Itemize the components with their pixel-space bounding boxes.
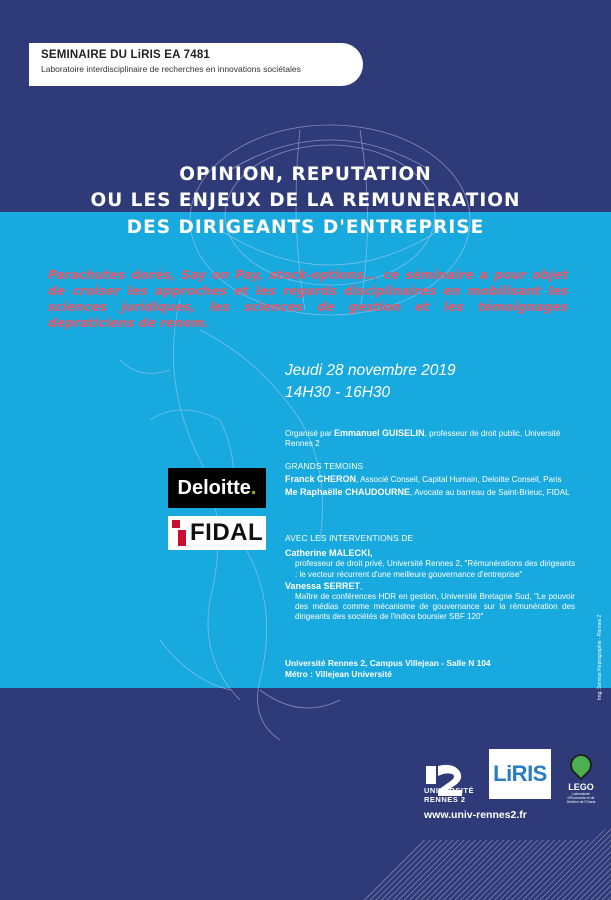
fidal-logo bbox=[168, 516, 266, 550]
location-pin-icon bbox=[565, 749, 596, 780]
speaker-item bbox=[285, 581, 575, 623]
main-title-line-2: OU LES ENJEUX DE LA REMUNERATION bbox=[90, 190, 521, 211]
seminar-title: SEMINAIRE DU LiRIS EA 7481 bbox=[41, 49, 211, 61]
organizer-role: , professeur de droit public, Université Rennes 2 bbox=[285, 429, 561, 449]
venue-block bbox=[285, 658, 491, 680]
speaker-item bbox=[285, 548, 575, 580]
rennes2-line2: RENNES 2 bbox=[424, 795, 466, 804]
deloitte-logo-dot: . bbox=[250, 476, 257, 499]
deloitte-logo-text: Deloitte bbox=[177, 476, 251, 499]
liris-logo bbox=[489, 749, 551, 799]
university-url[interactable]: www.univ-rennes2.fr bbox=[424, 809, 527, 821]
event-time: 14H30 - 16H30 bbox=[285, 384, 391, 401]
header-banner bbox=[29, 43, 363, 86]
witness-item bbox=[285, 487, 575, 498]
interventions-block bbox=[285, 533, 575, 623]
speaker-detail: professeur de droit privé, Université Rennes 2, "Rémunérations des dirigeants : le vecteur récurrent d'une meilleure gouvernance d'entreprise" bbox=[295, 559, 575, 579]
organizer-prefix: Organisé par bbox=[285, 429, 335, 438]
venue-metro: Métro : Villejean Université bbox=[285, 669, 392, 679]
speaker-sep: , bbox=[360, 581, 363, 591]
hatch-decoration bbox=[360, 825, 611, 900]
print-credit-text: Img. Service Reprographie - Rennes 2 bbox=[597, 614, 603, 700]
main-title-line-3: DES DIRIGEANTS D'ENTREPRISE bbox=[126, 217, 485, 238]
fidal-logo-text: FIDAL bbox=[190, 519, 264, 546]
rennes2-logo-text bbox=[424, 786, 474, 804]
event-date: Jeudi 28 novembre 2019 bbox=[285, 362, 456, 379]
witness-name: Me Raphaëlle CHAUDOURNE bbox=[285, 487, 411, 498]
speaker-name: Vanessa SERRET bbox=[285, 580, 361, 591]
interventions-heading: AVEC LES INTERVENTIONS DE bbox=[285, 533, 414, 543]
witness-role: , Avocate au barreau de Saint-Brieuc, FIDAL bbox=[410, 488, 570, 498]
organizer-name: Emmanuel GUISELIN bbox=[334, 428, 425, 438]
venue-address: Université Rennes 2, Campus Villejean - Salle N 104 bbox=[285, 658, 491, 668]
main-title-line-1: OPINION, REPUTATION bbox=[179, 164, 432, 185]
witness-name: Franck CHERON bbox=[285, 474, 357, 485]
witness-item bbox=[285, 474, 575, 485]
witnesses-heading: GRANDS TEMOINS bbox=[285, 461, 364, 471]
lego-logo-subtitle: Laboratoire d'Économie et de Gestion de l'Ouest bbox=[566, 792, 596, 804]
lego-logo-text: LEGO bbox=[568, 782, 594, 792]
witnesses-block bbox=[285, 461, 575, 499]
lab-subtitle: Laboratoire interdisciplinaire de recherches en innovations sociétales bbox=[41, 64, 301, 74]
liris-logo-text: LiRIS bbox=[493, 761, 547, 786]
organizer-block bbox=[285, 428, 575, 449]
lego-logo bbox=[563, 754, 599, 814]
deloitte-logo bbox=[168, 468, 266, 508]
print-credit bbox=[597, 614, 607, 700]
intro-paragraph: Parachutes dorés, Say on Pay, stock-options... ce séminaire a pour objet de croiser les approches et les regards disciplinaires en mobilisant les sciences juridiques, les sciences de gestion et les témoignages depraticiens de renom. bbox=[48, 268, 568, 330]
speaker-name: Catherine MALECKI, bbox=[285, 548, 373, 559]
witness-role: , Associé Conseil, Capital Humain, Deloitte Conseil, Paris bbox=[356, 475, 562, 485]
fidal-mark-icon bbox=[172, 520, 186, 546]
rennes2-line1: UNIVERSITÉ bbox=[424, 786, 475, 795]
speaker-detail: Maître de conférences HDR en gestion, Université Bretagne Sud, "Le pouvoir des médias comme mécanisme de gouvernance sur la rémunération des dirigeants des sociétés de l'indice boursier SBF 120" bbox=[295, 592, 575, 622]
